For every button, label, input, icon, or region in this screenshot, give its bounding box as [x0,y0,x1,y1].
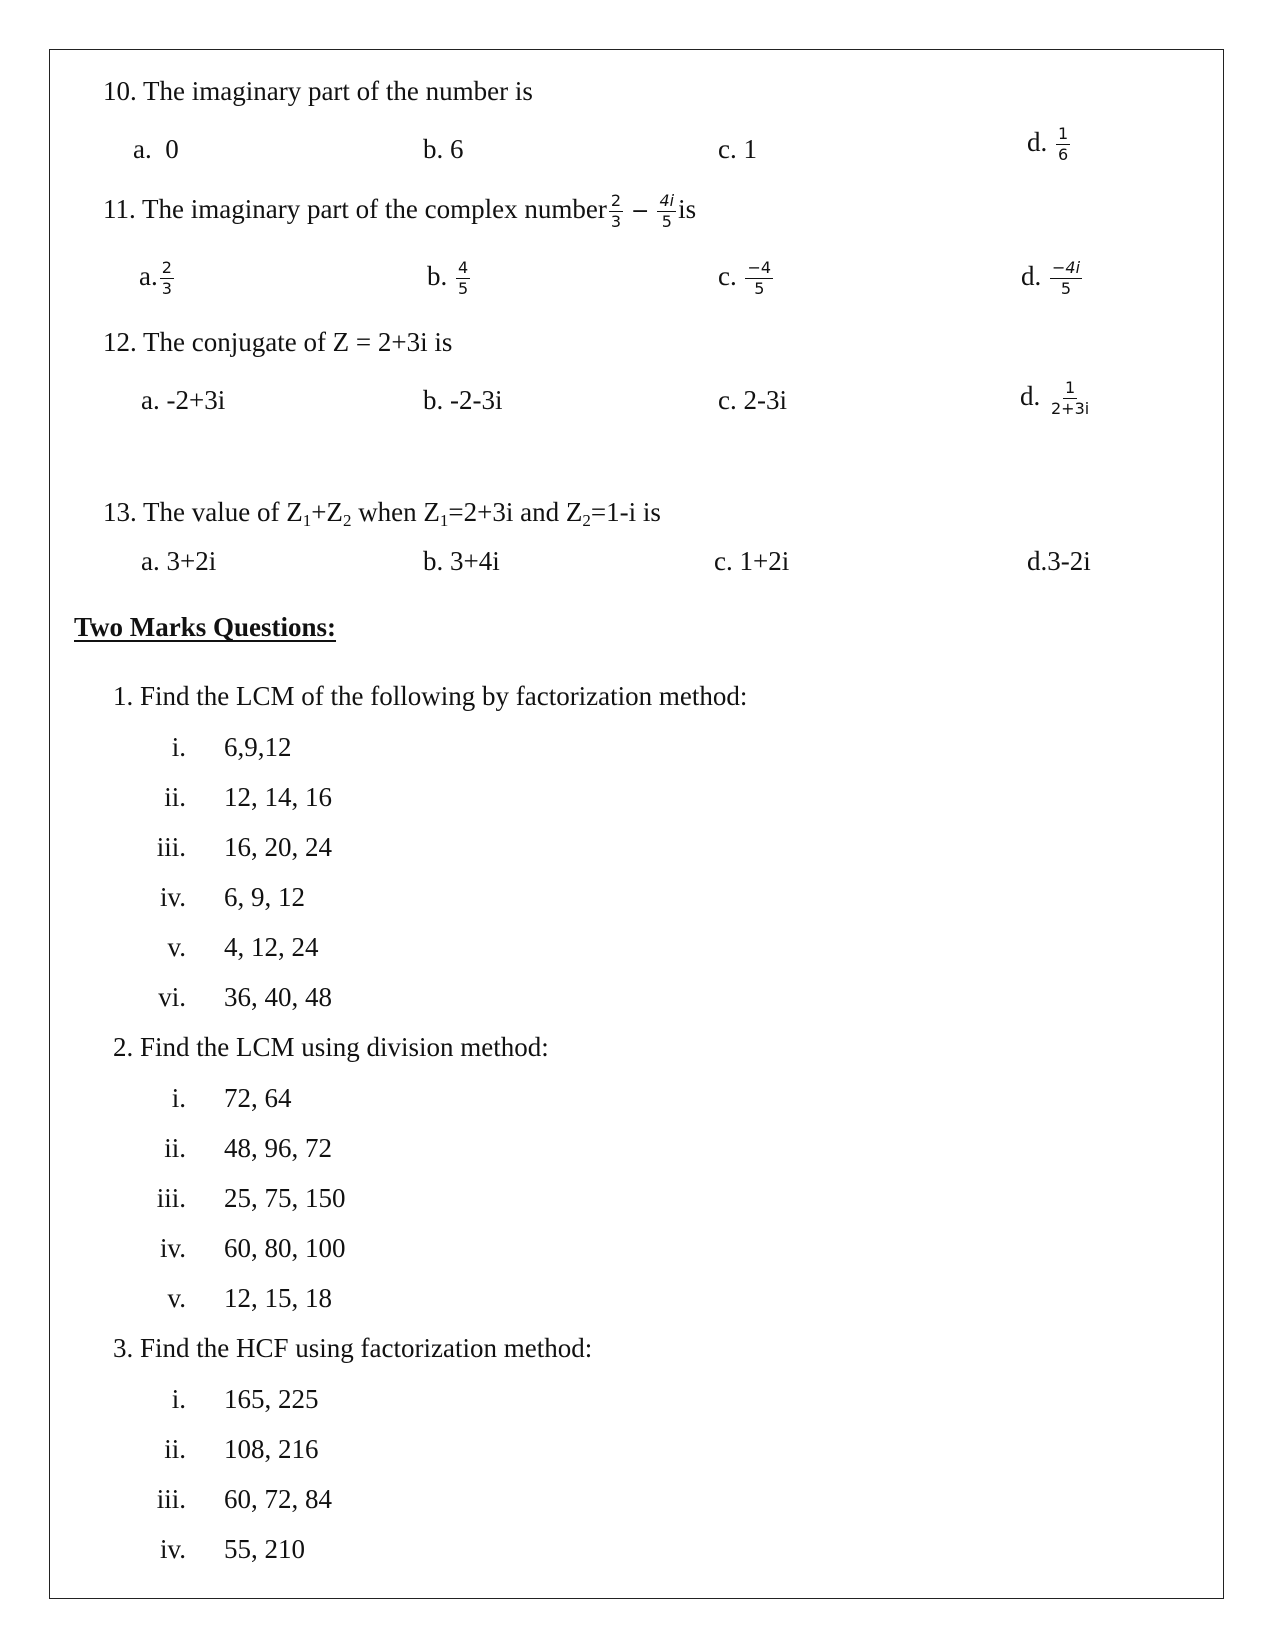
q13-option-b: b. 3+4i [423,546,500,576]
q10-option-b: b. 6 [423,134,464,164]
q10-option-c: c. 1 [718,134,757,164]
question-10-stem: 10. The imaginary part of the number is [103,76,533,106]
q10-option-d: d. $\frac{1}{6}$ [1027,124,1069,164]
q11-option-d: d. $\frac{-4i}{5}$ [1021,258,1081,298]
q12-option-b: b. -2-3i [423,385,503,415]
two-marks-question-3: 3. Find the HCF using factorization method: [113,1333,593,1363]
list-item: iii. 25, 75, 150 [156,1183,346,1213]
q10-option-a: a. 0 [133,134,179,164]
fraction: $\frac{-4}{5}$ [747,258,772,298]
fraction: $\frac{1}{2+3i}$ [1051,378,1090,418]
q11-option-c: c. $\frac{-4}{5}$ [718,258,772,298]
list-item: ii. 48, 96, 72 [164,1133,332,1163]
question-11-stem: 11. The imaginary part of the complex number $\frac{2}{3}$ − $\frac{4i}{5}$ is [103,191,697,231]
section-heading: Two Marks Questions: [74,612,337,642]
q11-option-b: b. $\frac{4}{5}$ [427,258,469,298]
q13-option-d: d.3-2i [1027,546,1091,576]
list-item: iv. 6, 9, 12 [160,882,305,912]
q12-option-c: c. 2-3i [718,385,787,415]
list-item: iii. 60, 72, 84 [156,1484,332,1514]
list-item: ii. 108, 216 [164,1434,319,1464]
two-marks-question-1: 1. Find the LCM of the following by factorization method: [113,681,748,711]
list-item: iv. 60, 80, 100 [160,1233,346,1263]
question-12-stem: 12. The conjugate of Z = 2+3i is [103,327,453,357]
list-item: iii. 16, 20, 24 [156,832,332,862]
q13-option-c: c. 1+2i [714,546,790,576]
question-13-stem: 13. The value of $Z_1+Z_2$ when $Z_1=2+3i$ and $Z_2=1-i$ is [103,497,661,530]
fraction: $\frac{1}{6}$ [1058,124,1069,164]
list-item: vi. 36, 40, 48 [158,982,332,1012]
list-item: i. 165, 225 [171,1384,319,1414]
list-item: i. 6,9,12 [171,732,292,762]
two-marks-question-2: 2. Find the LCM using division method: [113,1032,549,1062]
list-item: iv. 55, 210 [160,1534,305,1564]
q12-option-a: a. -2+3i [141,385,226,415]
q11-option-a: a. $\frac{2}{3}$ [139,258,172,298]
fraction: $\frac{2}{3}$ [610,191,622,231]
q12-option-d: d. $\frac{1}{2+3i}$ [1020,378,1090,418]
fraction: $\frac{2}{3}$ [161,258,172,298]
list-item: ii. 12, 14, 16 [164,782,332,812]
fraction: $\frac{4i}{5}$ [659,191,675,231]
list-item: i. 72, 64 [171,1083,292,1113]
fraction: $\frac{-4i}{5}$ [1052,258,1081,298]
fraction: $\frac{4}{5}$ [458,258,469,298]
list-item: v. 4, 12, 24 [167,932,319,962]
q13-option-a: a. 3+2i [141,546,217,576]
list-item: v. 12, 15, 18 [167,1283,332,1313]
